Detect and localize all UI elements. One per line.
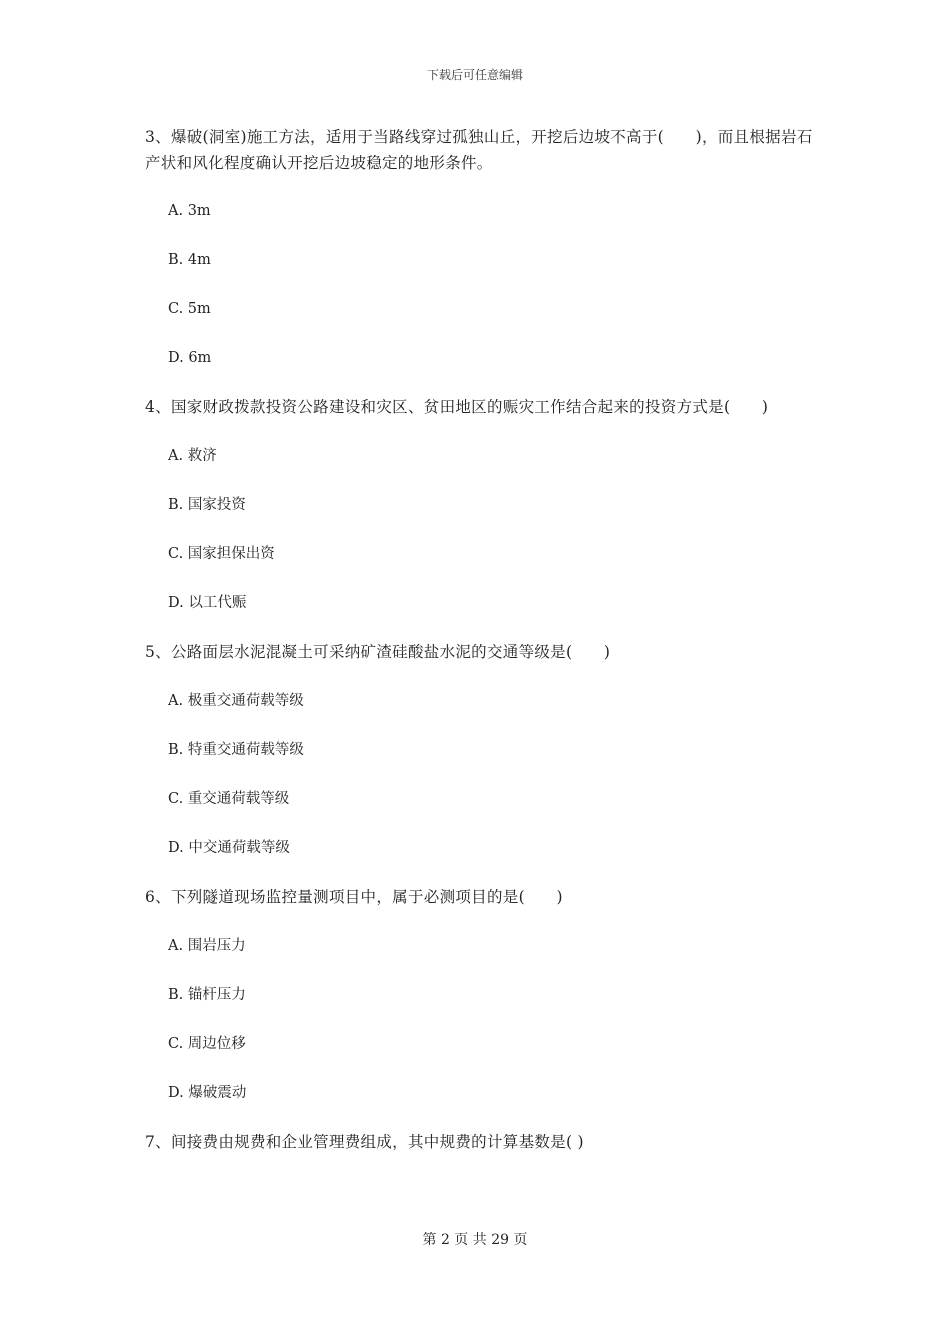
question-4-option-b: B. 国家投资: [168, 497, 246, 513]
question-4-option-c: C. 国家担保出资: [168, 546, 275, 562]
question-3-option-b: B. 4m: [168, 252, 211, 268]
question-6-option-b: B. 锚杆压力: [168, 987, 246, 1003]
question-5-option-b: B. 特重交通荷载等级: [168, 742, 304, 758]
question-4-option-a: A. 救济: [168, 448, 217, 464]
question-5-stem: 5、公路面层水泥混凝土可采纳矿渣硅酸盐水泥的交通等级是( ): [145, 643, 611, 661]
question-3-option-c: C. 5m: [168, 301, 211, 317]
question-7-stem: 7、间接费由规费和企业管理费组成，其中规费的计算基数是( ): [145, 1133, 584, 1151]
question-4-stem: 4、国家财政拨款投资公路建设和灾区、贫田地区的赈灾工作结合起来的投资方式是( ): [145, 398, 769, 416]
question-6-stem: 6、下列隧道现场监控量测项目中，属于必测项目的是( ): [145, 888, 563, 906]
question-6-option-a: A. 围岩压力: [168, 938, 246, 954]
page-footer: 第 2 页 共 29 页: [422, 1232, 528, 1248]
question-3-option-a: A. 3m: [168, 203, 211, 219]
question-3-stem: 3、爆破(洞室)施工方法，适用于当路线穿过孤独山丘，开挖后边坡不高于( )，而且根据岩石产状和风化程度确认开挖后边坡稳定的地形条件。: [145, 128, 813, 172]
page-header: 下载后可任意编辑: [426, 68, 523, 82]
question-3-option-d: D. 6m: [168, 350, 212, 366]
question-5-option-c: C. 重交通荷载等级: [168, 791, 290, 807]
question-6-option-c: C. 周边位移: [168, 1036, 246, 1052]
question-4-option-d: D. 以工代赈: [168, 595, 247, 611]
question-6-option-d: D. 爆破震动: [168, 1085, 247, 1101]
document-body: [145, 124, 815, 1178]
question-5-option-d: D. 中交通荷载等级: [168, 840, 290, 856]
question-5-option-a: A. 极重交通荷载等级: [168, 693, 304, 709]
